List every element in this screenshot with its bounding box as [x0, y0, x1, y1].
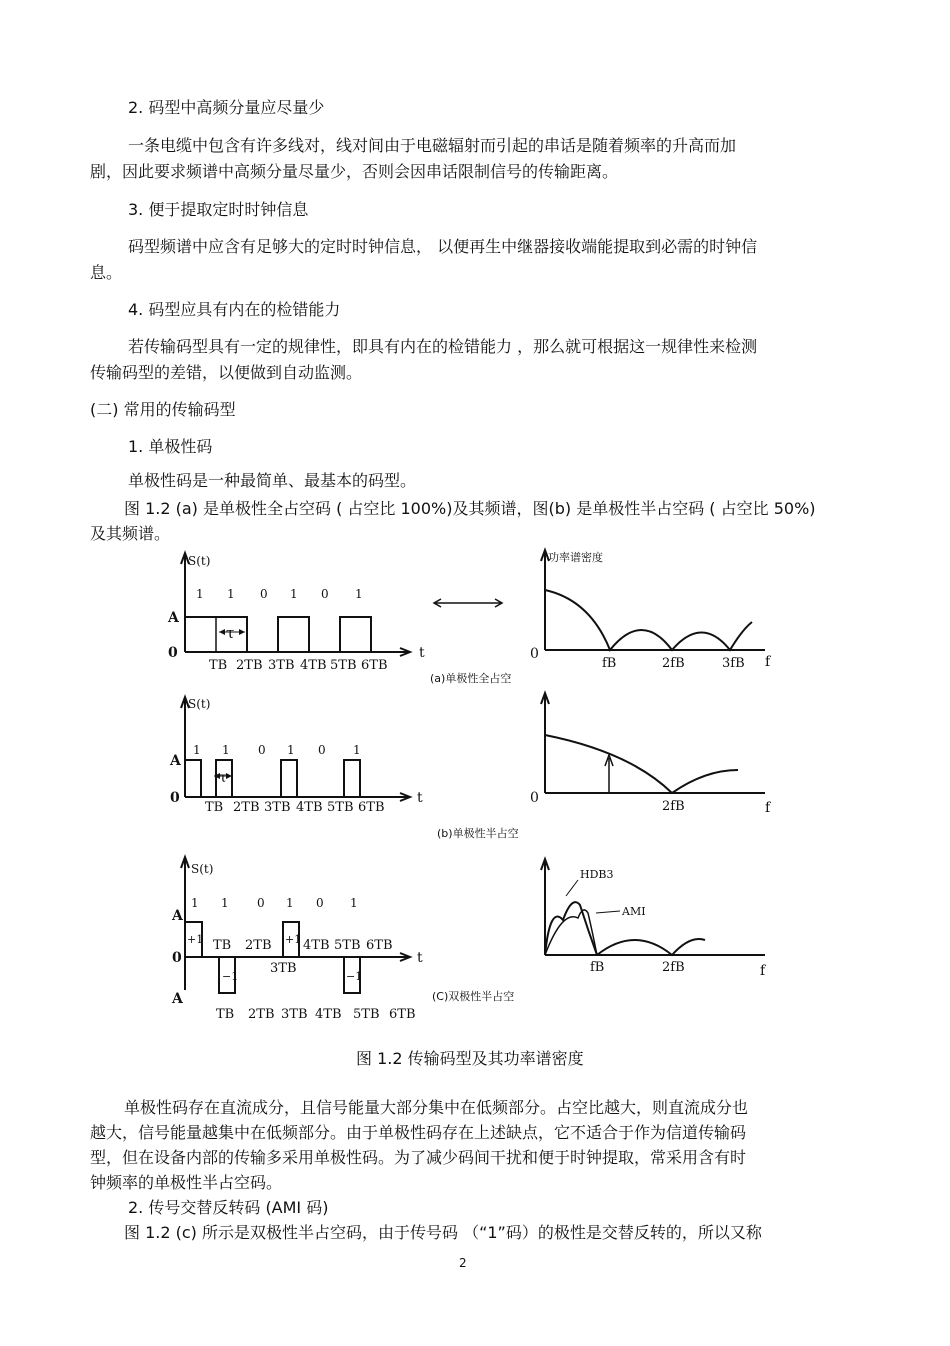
plus-one-label: +1 — [187, 933, 204, 946]
pulse-b-1 — [185, 760, 201, 797]
bit-label: 1 — [191, 896, 199, 910]
bit-label: 1 — [353, 743, 361, 757]
bit-label: 0 — [260, 587, 268, 601]
minus-one-label: −1 — [222, 970, 239, 983]
tb-label: 6TB — [366, 938, 393, 953]
bit-label: 1 — [287, 743, 295, 757]
paragraph-line: 一条电缆中包含有许多线对，线对间由于电磁辐射而引起的串话是随着频率的升高而加 — [128, 136, 737, 155]
figure-caption: 图 1.2 传输码型及其功率谱密度 — [356, 1049, 584, 1068]
paragraph-line: 息。 — [90, 263, 123, 282]
psd-curve-a — [545, 590, 752, 650]
pulse-a-6 — [340, 617, 371, 652]
bit-label: 1 — [196, 587, 204, 601]
pulse-b-6 — [344, 760, 360, 797]
psd-curve-b — [545, 735, 738, 793]
tb-label: 2TB — [236, 658, 263, 673]
heading-item-4: 4. 码型应具有内在的检错能力 — [128, 300, 341, 319]
bit-label: 0 — [258, 743, 266, 757]
tb-label: 3TB — [281, 1007, 308, 1022]
bit-label: 1 — [350, 896, 358, 910]
tb-label: 2TB — [248, 1007, 275, 1022]
bit-label: 1 — [193, 743, 201, 757]
amp-label: A — [168, 610, 179, 626]
fb-label: fB — [590, 960, 605, 975]
paragraph-line: 若传输码型具有一定的规律性，即具有内在的检错能力 ，那么就可根据这一规律性来检测 — [128, 337, 758, 356]
psd-curve-c-tail — [597, 939, 705, 955]
tb-label: 5TB — [330, 658, 357, 673]
fb-label: fB — [602, 656, 617, 671]
zero-label: 0 — [170, 790, 180, 806]
tb-label: 5TB — [327, 800, 354, 815]
t-label: t — [419, 645, 425, 661]
amp-label: A — [172, 908, 183, 924]
page-number: 2 — [459, 1256, 467, 1270]
paragraph-line: 单极性码是一种最简单、最基本的码型。 — [128, 471, 417, 490]
tb-label: 4TB — [296, 800, 323, 815]
bit-label: 1 — [290, 587, 298, 601]
zero-label: 0 — [530, 790, 539, 806]
hdb3-pointer — [566, 880, 578, 896]
bit-label: 1 — [227, 587, 235, 601]
fb-label: 2fB — [662, 799, 685, 814]
paragraph-line: 越大，信号能量越集中在低频部分。由于单极性码存在上述缺点，它不适合于作为信道传输码 — [90, 1123, 747, 1142]
pulse-b-4 — [281, 760, 297, 797]
tb-label: 2TB — [245, 938, 272, 953]
fb-label: 3fB — [722, 656, 745, 671]
psd-title: 功率谱密度 — [548, 551, 603, 564]
fb-label: 2fB — [662, 656, 685, 671]
paragraph-line: 钟频率的单极性半占空码。 — [90, 1173, 283, 1192]
f-label: f — [760, 963, 766, 979]
heading-ami: 2. 传号交替反转码 (AMI 码) — [128, 1198, 329, 1217]
f-label: f — [765, 800, 771, 816]
subcaption-b: (b)单极性半占空 — [437, 827, 519, 840]
bit-label: 1 — [286, 896, 294, 910]
heading-item-2: 2. 码型中高频分量应尽量少 — [128, 98, 325, 117]
tb-label: 3TB — [270, 961, 297, 976]
fb-label: 2fB — [662, 960, 685, 975]
tb-label: 3TB — [264, 800, 291, 815]
tb-label: TB — [205, 800, 224, 815]
ami-label: AMI — [622, 905, 646, 918]
minus-one-label: −1 — [346, 970, 363, 983]
tb-label: 5TB — [353, 1007, 380, 1022]
bit-label: 0 — [321, 587, 329, 601]
amp-label: A — [170, 753, 181, 769]
tb-label: TB — [209, 658, 228, 673]
zero-label: 0 — [168, 645, 178, 661]
f-label: f — [765, 654, 771, 670]
plus-one-label: +1 — [285, 933, 302, 946]
heading-item-1: 1. 单极性码 — [128, 437, 213, 456]
tb-label: 3TB — [268, 658, 295, 673]
bit-label: 0 — [257, 896, 265, 910]
psd-curve-hdb3 — [545, 902, 597, 955]
tb-label: 6TB — [361, 658, 388, 673]
tb-label: 6TB — [389, 1007, 416, 1022]
tb-label: 4TB — [300, 658, 327, 673]
amp-label-negative: A — [172, 991, 183, 1007]
bit-label: 0 — [316, 896, 324, 910]
paragraph-line: 剧，因此要求频谱中高频分量尽量少，否则会因串话限制信号的传输距离。 — [90, 162, 619, 181]
bit-label: 1 — [221, 896, 229, 910]
paragraph-line: 传输码型的差错，以便做到自动监测。 — [90, 363, 363, 382]
tb-label: 6TB — [358, 800, 385, 815]
tb-label: TB — [216, 1007, 235, 1022]
section-heading: (二) 常用的传输码型 — [90, 400, 236, 419]
zero-label: 0 — [530, 646, 539, 662]
heading-item-3: 3. 便于提取定时时钟信息 — [128, 200, 309, 219]
ami-pointer — [596, 911, 620, 913]
paragraph-line: 型，但在设备内部的传输多采用单极性码。为了减少码间干扰和便于时钟提取，常采用含有时 — [90, 1148, 747, 1167]
paragraph-line: 码型频谱中应含有足够大的定时时钟信息， 以便再生中继器接收端能提取到必需的时钟信 — [128, 237, 758, 256]
st-label-a: S(t) — [188, 554, 211, 568]
zero-label: 0 — [172, 950, 182, 966]
bit-label: 1 — [222, 743, 230, 757]
paragraph-line: 图 1.2 (c) 所示是双极性半占空码，由于传号码 （“1”码）的极性是交替反转的，所以又称 — [124, 1223, 762, 1242]
hdb3-label: HDB3 — [580, 868, 614, 881]
pulse-a-4 — [278, 617, 309, 652]
tau-label: τ — [226, 624, 235, 642]
t-label: t — [417, 790, 423, 806]
arrow-head — [239, 629, 245, 635]
bit-label: 0 — [318, 743, 326, 757]
bit-label: 1 — [355, 587, 363, 601]
paragraph-line: 图 1.2 (a) 是单极性全占空码 ( 占空比 100%)及其频谱，图(b) 是单极性半占空码 ( 占空比 50%) — [124, 499, 816, 518]
subcaption-a: (a)单极性全占空 — [430, 672, 512, 685]
tb-label: TB — [213, 938, 232, 953]
tb-label: 4TB — [303, 938, 330, 953]
st-label-b: S(t) — [188, 697, 211, 711]
tau-label: τ — [219, 770, 227, 786]
subcaption-c: (C)双极性半占空 — [432, 990, 515, 1003]
st-label-c: S(t) — [191, 862, 214, 876]
arrow-head — [219, 629, 225, 635]
tb-label: 2TB — [233, 800, 260, 815]
tb-label: 5TB — [334, 938, 361, 953]
paragraph-line: 单极性码存在直流成分，且信号能量大部分集中在低频部分。占空比越大，则直流成分也 — [124, 1098, 749, 1117]
tb-label: 4TB — [315, 1007, 342, 1022]
t-label: t — [417, 950, 423, 966]
paragraph-line: 及其频谱。 — [90, 524, 171, 543]
